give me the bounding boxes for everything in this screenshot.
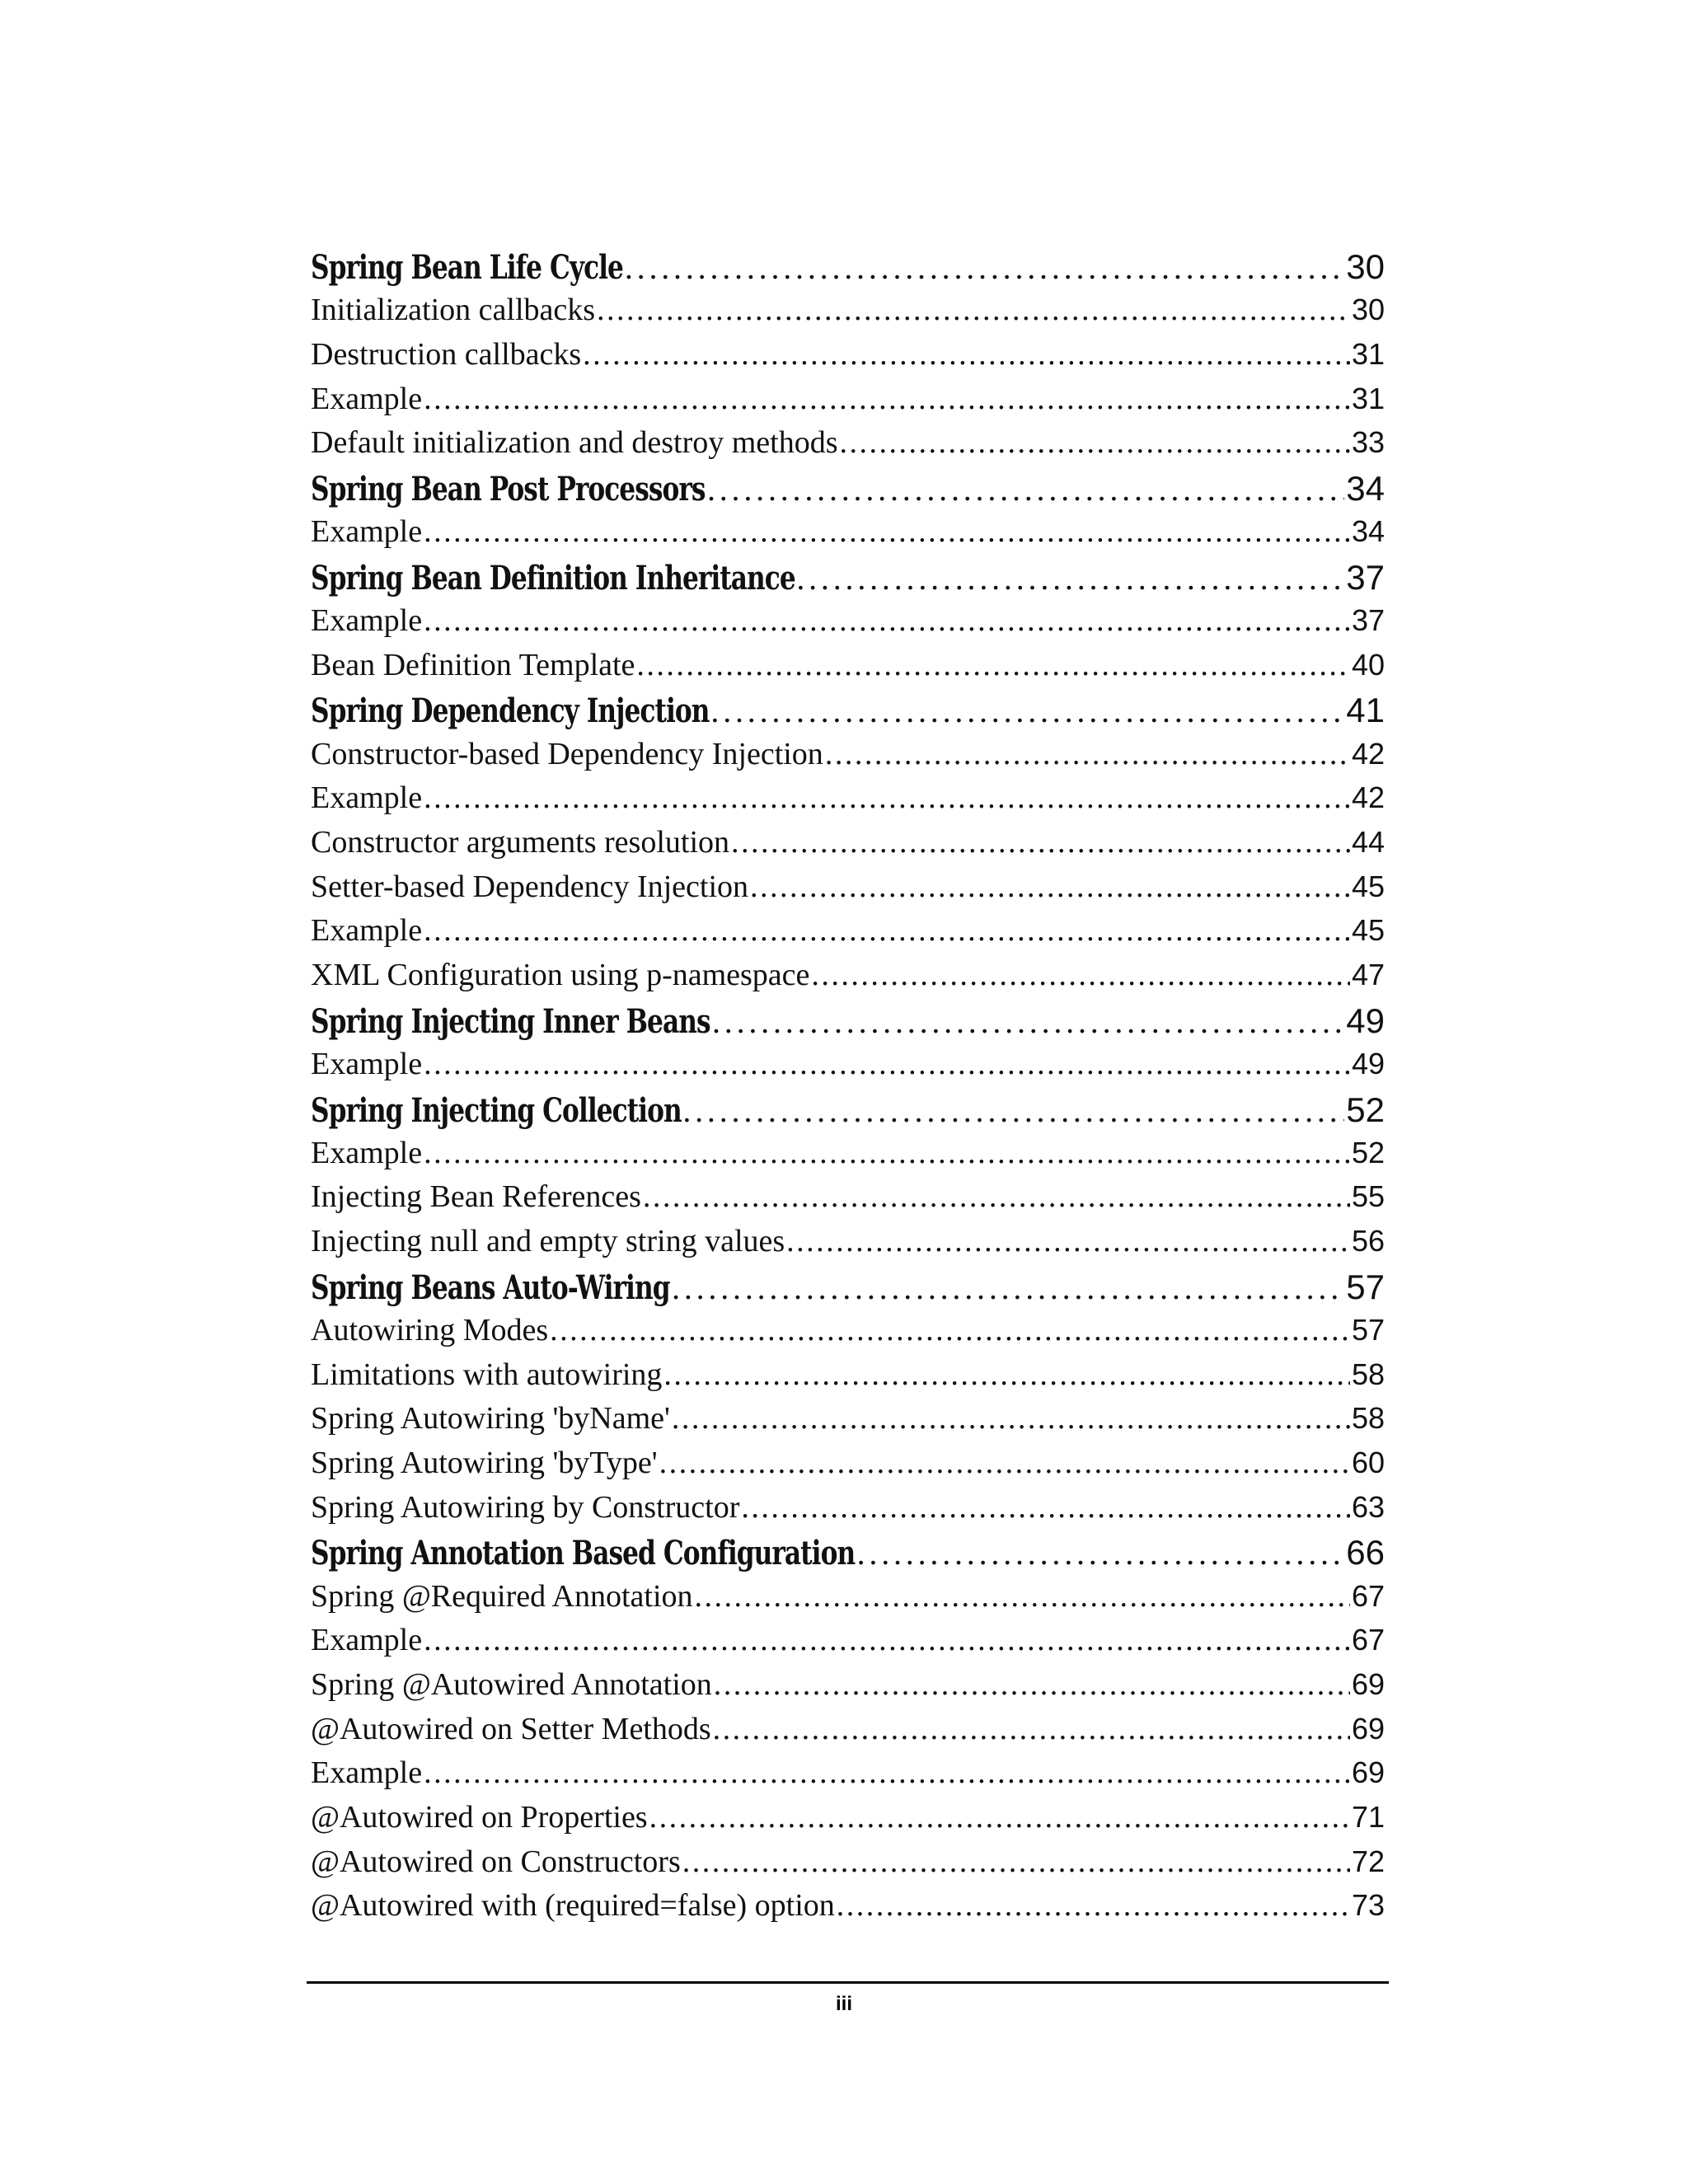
toc-section-entry[interactable] [311,824,1385,869]
toc-section-entry[interactable] [311,381,1385,425]
toc-section-entry[interactable] [311,1799,1385,1844]
page-number: iii [835,1993,852,2015]
dot-leader [741,1489,1350,1526]
toc-section-entry[interactable] [311,1844,1385,1888]
toc-entry-page-number: 52 [1346,1090,1385,1129]
toc-entry-page-number: 66 [1346,1533,1385,1572]
dot-leader [707,470,1344,509]
toc-entry-page-number: 69 [1351,1755,1385,1790]
dot-leader [550,1312,1350,1348]
toc-entry-title: Constructor arguments resolution [311,824,730,860]
toc-entry-page-number: 45 [1351,913,1385,948]
toc-section-entry[interactable] [311,1622,1385,1666]
toc-entry-title: Spring Autowiring 'byType' [311,1446,658,1481]
toc-entry-page-number: 41 [1346,691,1385,730]
toc-entry-title: Spring Bean Definition Inheritance [311,558,795,598]
toc-chapter-entry[interactable] [311,1090,1385,1135]
toc-section-entry[interactable] [311,1312,1385,1357]
toc-section-entry[interactable] [311,647,1385,691]
dot-leader [424,513,1350,550]
toc-section-entry[interactable] [311,736,1385,780]
toc-section-entry[interactable] [311,1489,1385,1534]
dot-leader [424,1622,1350,1658]
toc-section-entry[interactable] [311,912,1385,957]
dot-leader [825,736,1350,772]
toc-chapter-entry[interactable] [311,691,1385,735]
toc-entry-title: Setter-based Dependency Injection [311,869,749,904]
toc-entry-page-number: 55 [1351,1179,1385,1214]
toc-entry-page-number: 63 [1351,1489,1385,1524]
toc-chapter-entry[interactable] [311,558,1385,602]
toc-section-entry[interactable] [311,602,1385,647]
dot-leader [643,1179,1350,1215]
toc-entry-title: Spring @Required Annotation [311,1578,693,1614]
dot-leader [424,381,1350,417]
toc-section-entry[interactable] [311,1223,1385,1268]
toc-entry-title: Bean Definition Template [311,647,635,682]
toc-entry-page-number: 33 [1351,425,1385,460]
toc-entry-title: Default initialization and destroy methods [311,425,838,461]
toc-entry-page-number: 45 [1351,869,1385,903]
toc-section-entry[interactable] [311,1357,1385,1401]
dot-leader [649,1799,1350,1835]
dot-leader [424,912,1350,949]
toc-chapter-entry[interactable] [311,469,1385,513]
toc-entry-page-number: 56 [1351,1224,1385,1258]
toc-section-entry[interactable] [311,1046,1385,1090]
toc-section-entry[interactable] [311,780,1385,824]
toc-entry-page-number: 42 [1351,736,1385,771]
toc-section-entry[interactable] [311,1400,1385,1445]
toc-section-entry[interactable] [311,292,1385,336]
toc-section-entry[interactable] [311,1445,1385,1489]
toc-section-entry[interactable] [311,424,1385,469]
toc-entry-page-number: 58 [1351,1401,1385,1436]
dot-leader [424,602,1350,639]
toc-entry-page-number: 49 [1346,1001,1385,1040]
toc-entry-title: @Autowired on Properties [311,1800,648,1835]
toc-entry-title: Autowiring Modes [311,1313,549,1347]
dot-leader [663,1357,1350,1393]
toc-section-entry[interactable] [311,1887,1385,1932]
dot-leader [424,780,1350,816]
dot-leader [695,1578,1350,1615]
toc-section-entry[interactable] [311,513,1385,558]
toc-entry-page-number: 72 [1351,1844,1385,1878]
toc-entry-title: Example [311,1755,423,1791]
dot-leader [636,647,1350,683]
toc-entry-title: Spring Injecting Collection [311,1090,682,1130]
toc-section-entry[interactable] [311,1135,1385,1179]
toc-entry-page-number: 34 [1346,468,1385,508]
toc-entry-title: Spring Annotation Based Configuration [311,1534,856,1573]
toc-section-entry[interactable] [311,1755,1385,1799]
toc-entry-page-number: 44 [1351,824,1385,859]
toc-entry-page-number: 37 [1346,557,1385,597]
toc-section-entry[interactable] [311,869,1385,913]
toc-entry-page-number: 71 [1351,1800,1385,1835]
toc-entry-page-number: 40 [1351,647,1385,682]
toc-entry-title: @Autowired on Constructors [311,1844,681,1879]
dot-leader [731,824,1350,860]
toc-entry-title: Example [311,514,423,550]
toc-entry-title: Example [311,1623,423,1658]
toc-entry-title: @Autowired on Setter Methods [311,1711,711,1746]
toc-entry-title: Spring Bean Post Processors [311,469,706,509]
dot-leader [840,424,1350,461]
toc-chapter-entry[interactable] [311,1533,1385,1577]
toc-entry-page-number: 31 [1351,336,1385,371]
toc-entry-page-number: 37 [1351,603,1385,637]
toc-entry-title: Spring @Autowired Annotation [311,1667,712,1702]
toc-entry-page-number: 34 [1351,514,1385,549]
dot-leader [712,1002,1344,1041]
toc-entry-page-number: 42 [1351,780,1385,815]
toc-chapter-entry[interactable] [311,1001,1385,1046]
table-of-contents [311,247,1385,1932]
toc-entry-page-number: 47 [1351,958,1385,991]
toc-entry-title: Destruction callbacks [311,336,582,372]
toc-entry-page-number: 49 [1351,1046,1385,1080]
toc-entry-page-number: 30 [1351,293,1385,327]
toc-entry-page-number: 31 [1351,381,1385,415]
toc-section-entry[interactable] [311,1578,1385,1623]
toc-section-entry[interactable] [311,336,1385,381]
toc-entry-page-number: 58 [1351,1357,1385,1391]
dot-leader [786,1223,1350,1259]
toc-entry-title: Example [311,1135,423,1170]
dot-leader [682,1091,1344,1130]
toc-entry-title: Example [311,913,423,949]
toc-entry-page-number: 67 [1351,1578,1385,1613]
dot-leader [796,559,1344,598]
toc-entry-page-number: 73 [1351,1888,1385,1923]
dot-leader [710,691,1344,730]
toc-entry-title: Constructor-based Dependency Injection [311,736,823,771]
dot-leader [857,1534,1345,1572]
toc-entry-page-number: 52 [1351,1135,1385,1169]
toc-entry-page-number: 57 [1351,1313,1385,1347]
toc-entry-page-number: 60 [1351,1446,1385,1480]
toc-entry-page-number: 69 [1351,1667,1385,1701]
toc-section-entry[interactable] [311,957,1385,1001]
toc-chapter-entry[interactable] [311,1268,1385,1312]
toc-entry-title: Limitations with autowiring [311,1357,663,1392]
dot-leader [750,869,1350,905]
toc-section-entry[interactable] [311,1666,1385,1711]
dot-leader [714,1666,1350,1703]
toc-entry-title: Spring Bean Life Cycle [311,248,623,287]
toc-section-entry[interactable] [311,1179,1385,1223]
footer-rule [307,1981,1389,1984]
toc-entry-title: Example [311,603,423,638]
toc-entry-title: Spring Dependency Injection [311,691,710,731]
toc-entry-title: Spring Beans Auto-Wiring [311,1268,670,1307]
toc-entry-title: Spring Injecting Inner Beans [311,1001,710,1041]
dot-leader [659,1445,1350,1481]
dot-leader [424,1755,1350,1791]
dot-leader [424,1135,1350,1171]
toc-entry-page-number: 57 [1346,1267,1385,1306]
dot-leader [672,1400,1350,1436]
toc-entry-title: Example [311,1046,423,1081]
toc-entry-title: XML Configuration using p-namespace [311,958,810,992]
toc-entry-page-number: 30 [1346,247,1385,286]
dot-leader [597,292,1350,328]
dot-leader [424,1046,1350,1082]
dot-leader [625,248,1344,287]
dot-leader [811,957,1350,993]
toc-entry-title: Spring Autowiring by Constructor [311,1489,740,1525]
dot-leader [837,1887,1350,1924]
toc-entry-title: @Autowired with (required=false) option [311,1888,835,1924]
toc-entry-title: Example [311,780,423,816]
toc-entry-title: Injecting Bean References [311,1179,641,1215]
dot-leader [713,1711,1350,1747]
dot-leader [672,1268,1344,1307]
toc-entry-title: Injecting null and empty string values [311,1224,785,1259]
toc-entry-title: Example [311,381,423,416]
toc-entry-page-number: 69 [1351,1711,1385,1746]
toc-entry-page-number: 67 [1351,1623,1385,1657]
toc-chapter-entry[interactable] [311,247,1385,292]
dot-leader [682,1844,1350,1880]
dot-leader [583,336,1350,373]
toc-section-entry[interactable] [311,1711,1385,1755]
toc-entry-title: Initialization callbacks [311,293,596,328]
toc-entry-title: Spring Autowiring 'byName' [311,1401,670,1436]
